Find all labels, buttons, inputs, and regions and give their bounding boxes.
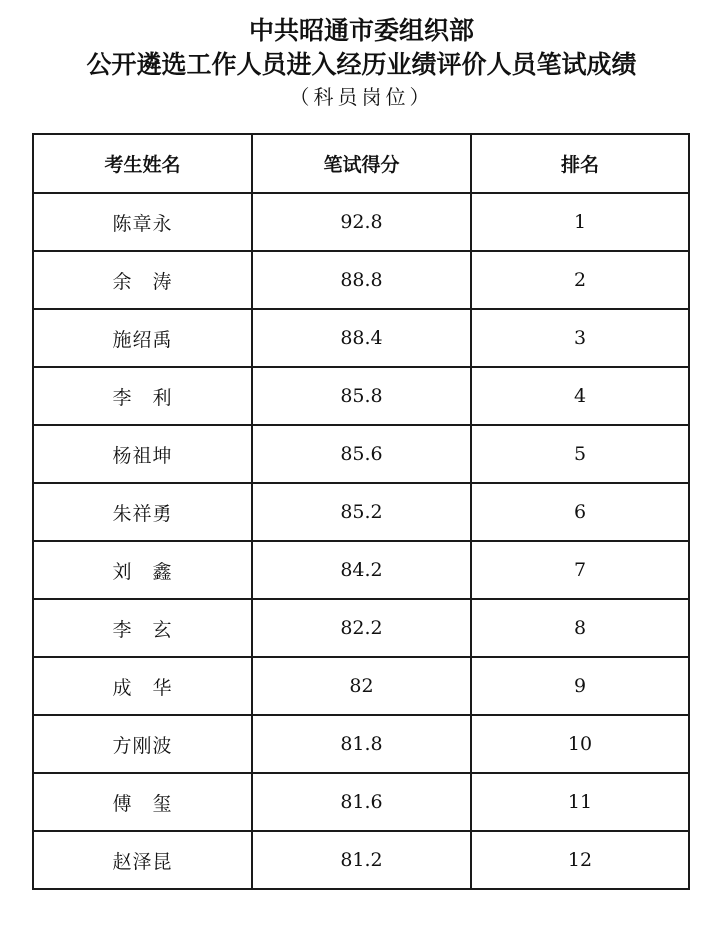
column-header-rank: 排名 (471, 134, 689, 193)
document-title-line-2: 公开遴选工作人员进入经历业绩评价人员笔试成绩 (86, 50, 637, 79)
candidate-name: 陈章永 (33, 193, 252, 251)
candidate-score: 85.6 (252, 425, 471, 483)
candidate-rank: 12 (471, 831, 689, 889)
candidate-rank: 4 (471, 367, 689, 425)
candidate-rank: 8 (471, 599, 689, 657)
table-row (33, 251, 689, 309)
candidate-rank: 3 (471, 309, 689, 367)
candidate-name: 李 玄 (33, 599, 252, 657)
candidate-score: 92.8 (252, 193, 471, 251)
candidate-score: 81.2 (252, 831, 471, 889)
table-row (33, 599, 689, 657)
candidate-name: 傅 玺 (33, 773, 252, 831)
candidate-score: 88.4 (252, 309, 471, 367)
candidate-score: 81.8 (252, 715, 471, 773)
table-row (33, 367, 689, 425)
candidate-rank: 5 (471, 425, 689, 483)
candidate-rank: 10 (471, 715, 689, 773)
candidate-score: 85.2 (252, 483, 471, 541)
candidate-name: 赵泽昆 (33, 831, 252, 889)
candidate-name: 杨祖坤 (33, 425, 252, 483)
table-row (33, 483, 689, 541)
candidate-score: 82.2 (252, 599, 471, 657)
candidate-rank: 2 (471, 251, 689, 309)
candidate-score: 82 (252, 657, 471, 715)
table-row (33, 309, 689, 367)
candidate-name: 施绍禹 (33, 309, 252, 367)
candidate-rank: 9 (471, 657, 689, 715)
table-row (33, 425, 689, 483)
table-row (33, 657, 689, 715)
document-title-line-1: 中共昭通市委组织部 (248, 16, 474, 45)
candidate-rank: 11 (471, 773, 689, 831)
candidate-score: 85.8 (252, 367, 471, 425)
table-row (33, 193, 689, 251)
candidate-score: 84.2 (252, 541, 471, 599)
candidate-rank: 7 (471, 541, 689, 599)
candidate-name: 刘 鑫 (33, 541, 252, 599)
candidate-name: 方刚波 (33, 715, 252, 773)
scores-table (32, 133, 690, 890)
candidate-name: 朱祥勇 (33, 483, 252, 541)
column-header-score: 笔试得分 (252, 134, 471, 193)
candidate-name: 李 利 (33, 367, 252, 425)
candidate-name: 成 华 (33, 657, 252, 715)
table-header-row (33, 134, 689, 193)
candidate-score: 88.8 (252, 251, 471, 309)
candidate-rank: 6 (471, 483, 689, 541)
candidate-score: 81.6 (252, 773, 471, 831)
document-subtitle: （科员岗位） (289, 85, 434, 109)
document-header (0, 14, 723, 112)
table-row (33, 773, 689, 831)
table-row (33, 831, 689, 889)
table-row (33, 715, 689, 773)
candidate-name: 余 涛 (33, 251, 252, 309)
column-header-name: 考生姓名 (33, 134, 252, 193)
candidate-rank: 1 (471, 193, 689, 251)
table-row (33, 541, 689, 599)
